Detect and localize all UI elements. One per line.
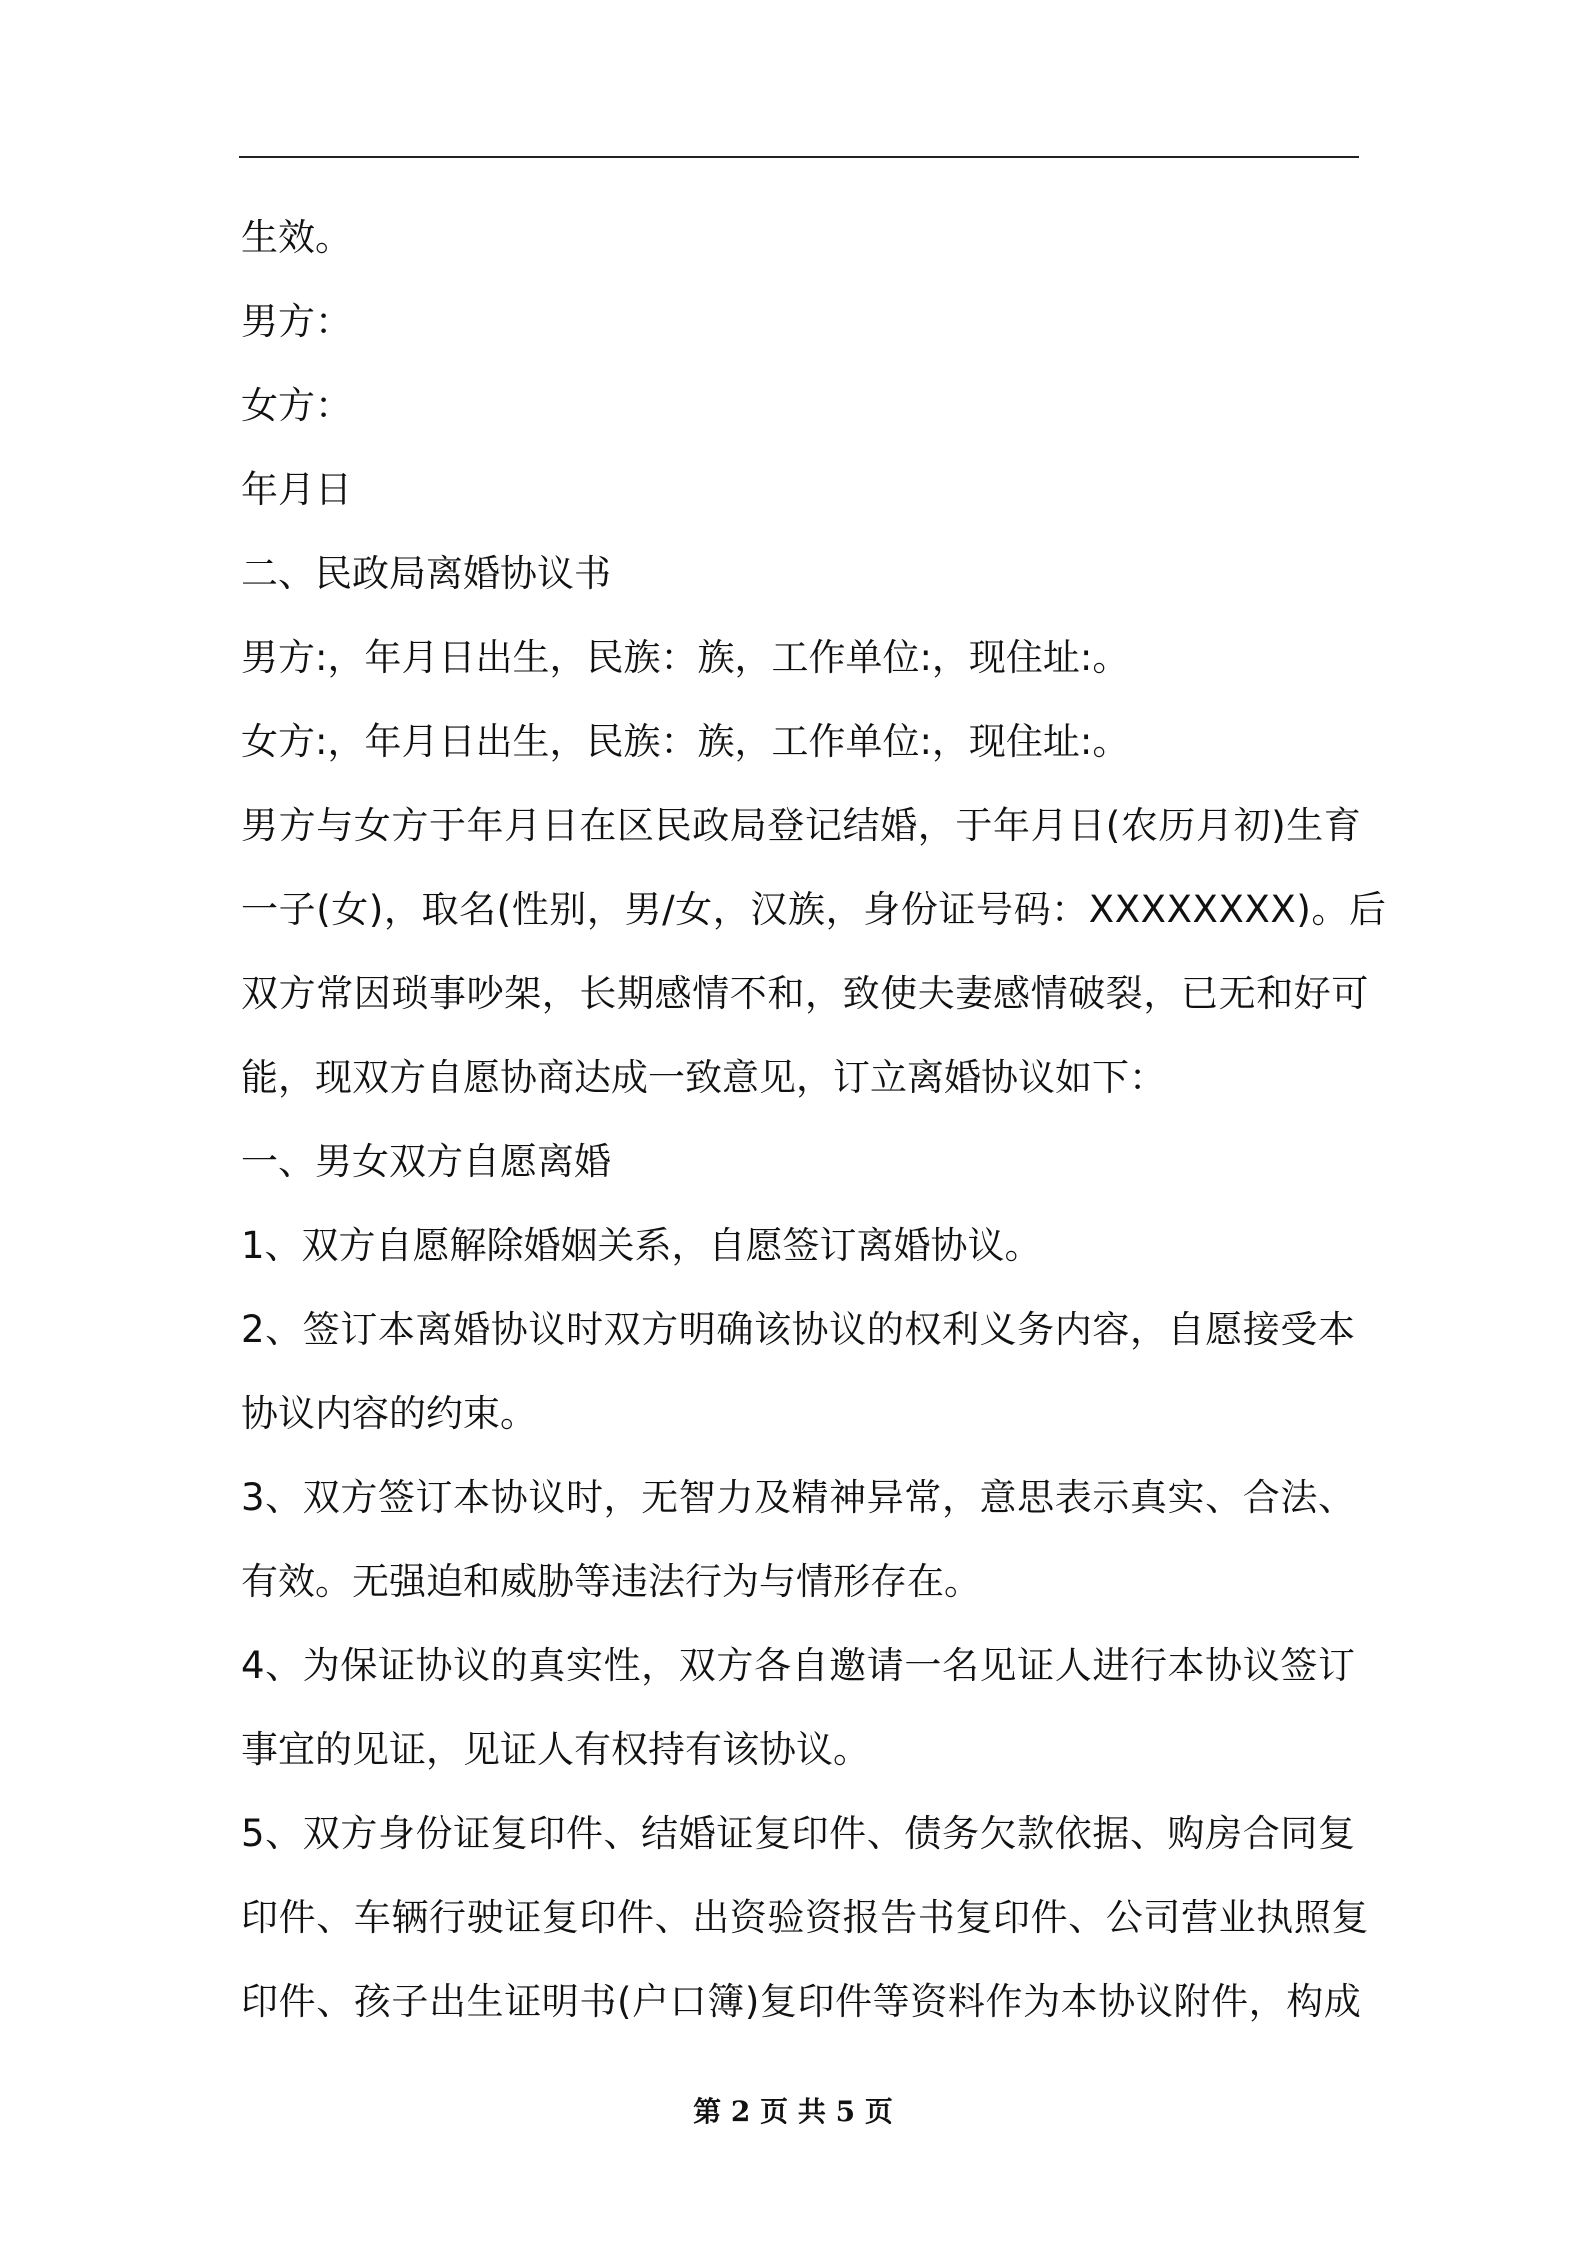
section-heading: 二、民政局离婚协议书 (241, 552, 611, 595)
text-line: 生效。 (241, 216, 352, 259)
text-line: 印件、孩子出生证明书(户口簿)复印件等资料作为本协议附件，构成 (241, 1980, 1362, 2023)
text-line: 事宜的见证，见证人有权持有该协议。 (241, 1728, 870, 1771)
text-line: 年月日 (241, 468, 352, 511)
text-line: 协议内容的约束。 (241, 1392, 537, 1435)
text-line: 男方:，年月日出生，民族：族，工作单位:，现住址:。 (241, 636, 1130, 679)
text-line: 双方常因琐事吵架，长期感情不和，致使夫妻感情破裂，已无和好可 (241, 972, 1369, 1015)
section-heading: 一、男女双方自愿离婚 (241, 1140, 611, 1183)
text-line: 3、双方签订本协议时，无智力及精神异常，意思表示真实、合法、 (241, 1476, 1356, 1519)
text-line: 5、双方身份证复印件、结婚证复印件、债务欠款依据、购房合同复 (241, 1812, 1356, 1855)
text-line: 能，现双方自愿协商达成一致意见，订立离婚协议如下： (241, 1056, 1166, 1099)
page-number: 第 2 页 共 5 页 (693, 2095, 893, 2128)
text-line: 印件、车辆行驶证复印件、出资验资报告书复印件、公司营业执照复 (241, 1896, 1369, 1939)
text-line: 女方:，年月日出生，民族：族，工作单位:，现住址:。 (241, 720, 1130, 763)
text-line: 有效。无强迫和威胁等违法行为与情形存在。 (241, 1560, 981, 1603)
text-line: 4、为保证协议的真实性，双方各自邀请一名见证人进行本协议签订 (241, 1644, 1356, 1687)
text-line: 女方： (241, 384, 352, 427)
text-line: 一子(女)，取名(性别，男/女，汉族，身份证号码：XXXXXXXX)。后 (241, 888, 1387, 931)
text-line: 男方与女方于年月日在区民政局登记结婚，于年月日(农历月初)生育 (241, 804, 1362, 847)
text-line: 男方： (241, 300, 352, 343)
document-body (241, 196, 1387, 2044)
text-line: 1、双方自愿解除婚姻关系，自愿签订离婚协议。 (241, 1224, 1042, 1267)
header-divider (239, 156, 1359, 158)
text-line: 2、签订本离婚协议时双方明确该协议的权利义务内容，自愿接受本 (241, 1308, 1356, 1351)
